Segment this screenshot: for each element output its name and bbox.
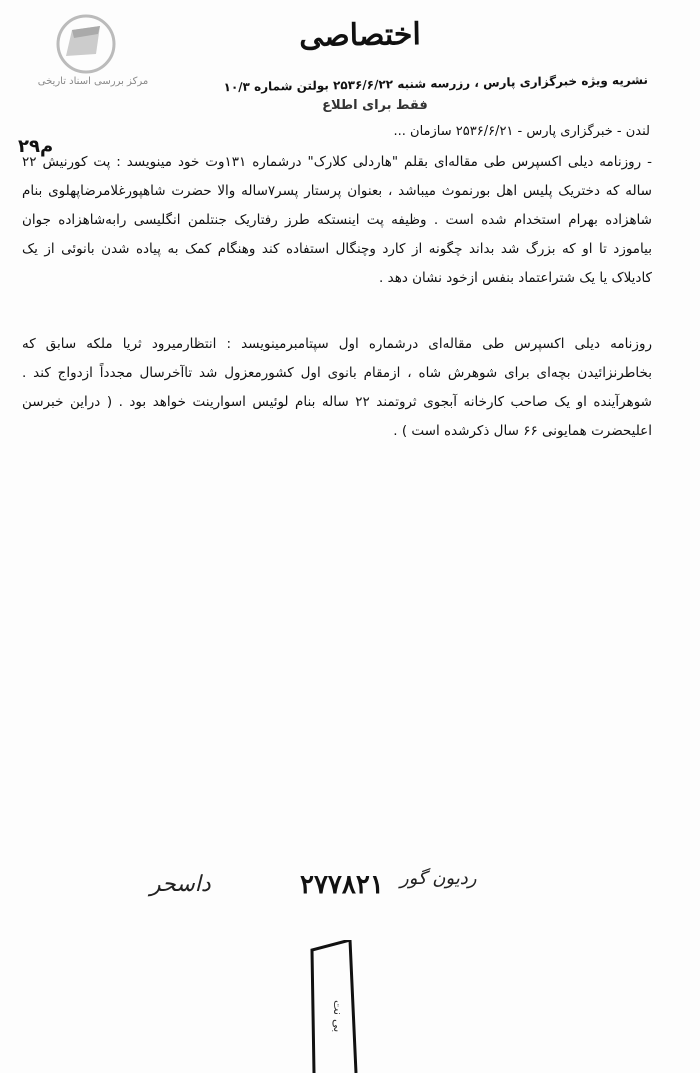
folded-stamp-icon [310,940,360,1073]
archive-logo [8,10,158,90]
stamp-edge [310,940,360,1080]
for-information-stamp: فقط برای اطلاع [322,98,428,113]
bulletin-header: نشریه ویژه خبرگزاری پارس ، رزرسه شنبه ۲۵۳۶/۶/۲۲ بولتن شماره ۱۰/۳ [223,72,649,95]
footer-annotations [150,860,530,910]
archive-logo-text: مرکز بررسی اسناد تاریخی [37,76,149,87]
classification-stamp [260,18,460,78]
paragraph-1: - روزنامه دیلی اکسپرس طی مقاله‌ای بقلم "هاردلی کلارک" درشماره ۱۳۱وت خود مینویسد : پت کورنیش ۲۲ ساله که دختریک پلیس اهل بورنموث میباشد ، بعنوان پرستار پسر۷ساله والا حضرت شاهپورغلامرضاپهلوی بنام شاهزاده بهرام استخدام شده است . وظیفه پت اینستکه طرز رفتاریک جنتلمن انگلیسی رابه‌شاهزاده جوان بیاموزد تا او که بزرگ شد بداند چگونه از کارد وچنگال استفاده کند وهنگام کمک به پیاده شدن بانوئی از یک کادیلاک یا یک شتراعتماد بنفس ازخود نشان دهد . [22,154,652,286]
edge-note: بی نت [331,1000,345,1033]
archive-logo-icon [8,10,158,74]
document-code-number: ۲۷۷۸۲۱ [300,870,384,900]
paragraph-2: روزنامه دیلی اکسپرس طی مقاله‌ای درشماره اول سپتامبرمینویسد : انتظارمیرود ثریا ملکه سابق که بخاطرنزائیدن بچه‌ای برای شوهرش شاه ، ازمقام بانوی اول کشورمعزول شد تاآخرسال مجدداً ازدواج کند . شوهرآینده او یک صاحب کارخانه آبجوی ثروتمند ۲۲ ساله بنام لوئیس اسوارینت خواهد بود . ( دراین خبرسن اعلیحضرت همایونی ۶۶ سال ذکرشده است ) . [22,336,652,439]
margin-handwritten-number: ۲۹م [18,136,54,157]
handwritten-note: ردیون گور [400,868,477,889]
classification-label: اختصاصی [298,16,422,55]
signature: داسحر [150,872,211,897]
dateline: لندن - خبرگزاری پارس - ۲۵۳۶/۶/۲۱ سازمان ... [393,124,650,139]
